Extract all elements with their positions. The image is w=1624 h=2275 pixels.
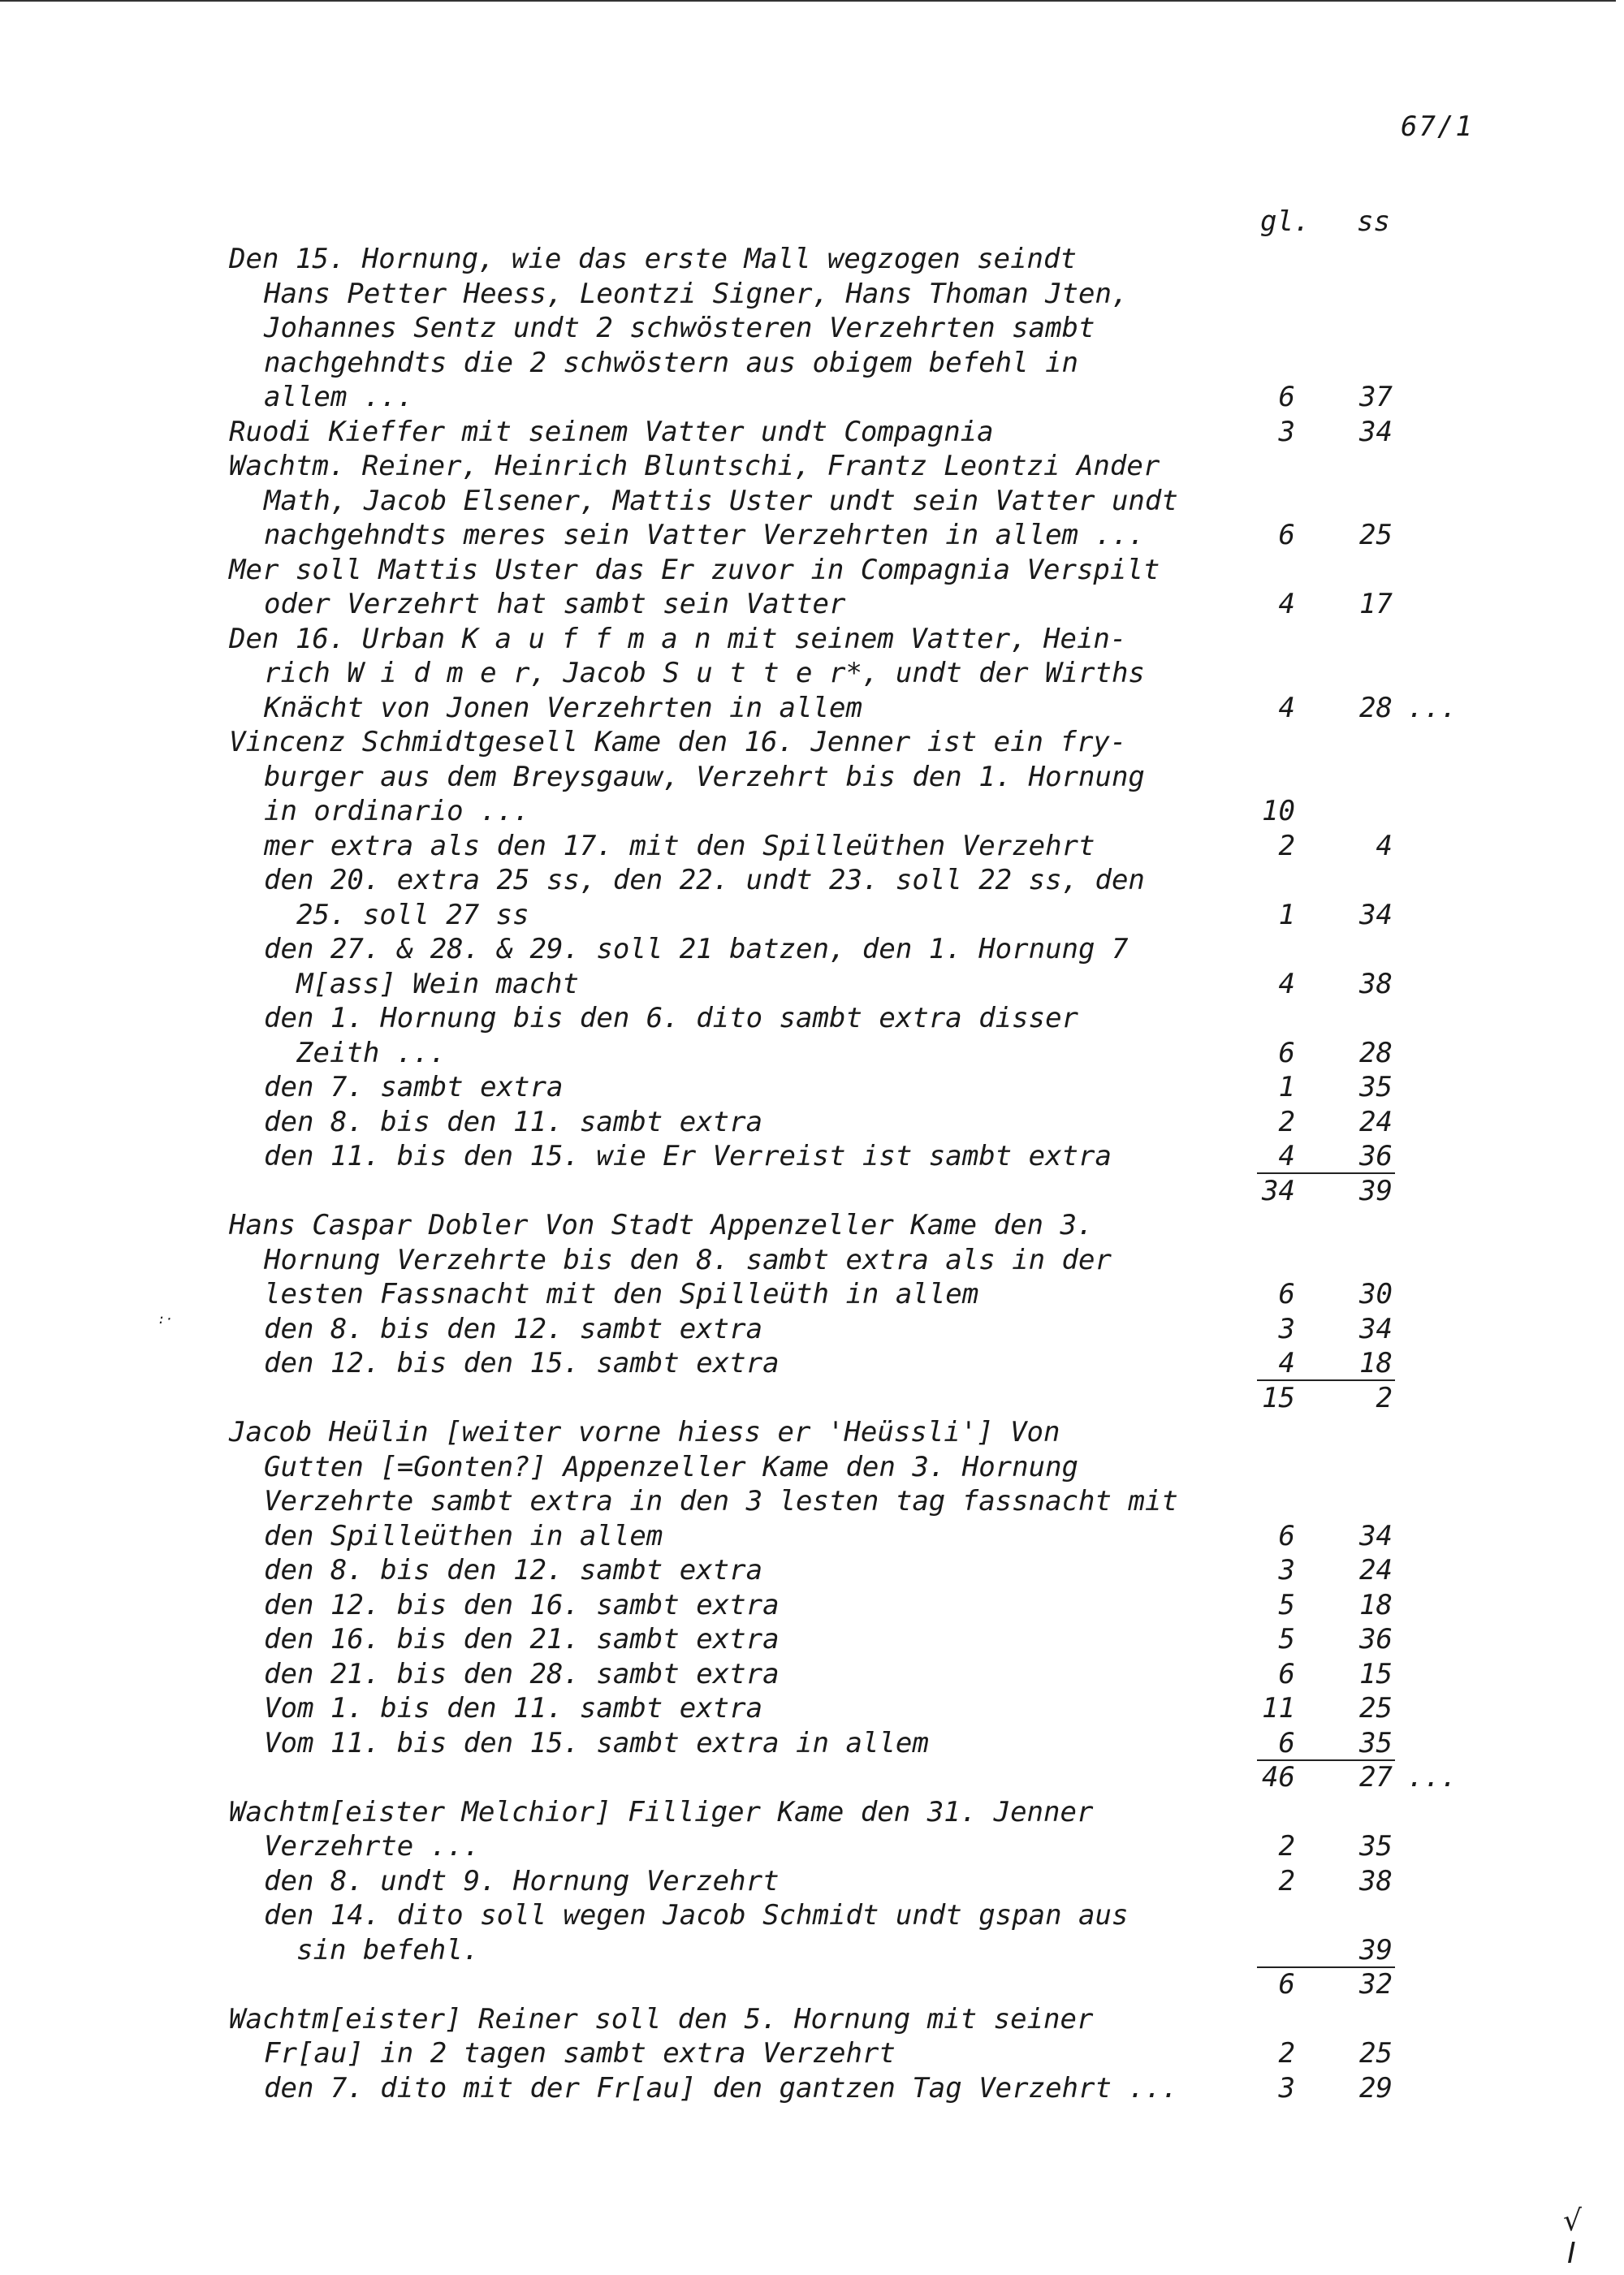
ledger-row [0,449,1462,484]
amount-gl: 3 [1278,2071,1295,2104]
ledger-row [0,1139,1462,1174]
ledger-row [0,2002,1462,2037]
ledger-text: den 7. sambt extra [264,1071,564,1103]
ledger-text: Den 15. Hornung, wie das erste Mall wegzogen seindt [229,243,1077,275]
ledger-text: sin befehl. [296,1933,480,1966]
amount-gl: 3 [1278,415,1295,448]
amount-ss: 35 [1359,1830,1393,1863]
amount-gl: 6 [1278,1036,1295,1069]
amount-ss: 25 [1359,519,1393,551]
ledger-text: nachgehndts die 2 schwöstern aus obigem befehl in [264,346,1079,379]
amount-gl: 4 [1278,1140,1295,1172]
ledger-text: Vincenz Schmidtgesell Kame den 16. Jenner ist ein fry- [229,726,1127,758]
amount-gl: 2 [1278,1864,1295,1897]
column-header-ss: ss [1357,205,1390,238]
ledger-text: M[ass] Wein macht [296,967,579,1000]
amount-ss: 37 [1359,381,1393,413]
amount-gl: 6 [1278,1657,1295,1690]
ledger-row [0,311,1462,346]
continuation-dots: ... [1407,691,1458,724]
ledger-text: Gutten [=Gonten?] Appenzeller Kame den 3. Hornung [264,1450,1079,1483]
amount-ss: 39 [1359,1174,1393,1207]
ledger-row [0,1829,1462,1864]
ledger-row [0,622,1462,657]
amount-gl: 2 [1278,1830,1295,1863]
ledger-text: Jacob Heülin [weiter vorne hiess er 'Heüssli'] Von [229,1416,1060,1448]
amount-ss: 34 [1359,1519,1393,1552]
page-number: 67/1 [1401,110,1474,143]
amount-ss: 29 [1359,2071,1393,2104]
ledger-row [0,1588,1462,1623]
amount-ss: 18 [1359,1347,1393,1379]
amount-gl: 6 [1278,1968,1295,2001]
check-mark: √ [1563,2204,1582,2238]
amount-gl: 2 [1278,2037,1295,2070]
amount-gl: 1 [1278,1071,1295,1103]
ledger-text: den 8. undt 9. Hornung Verzehrt [264,1864,780,1897]
ledger-row [0,1001,1462,1036]
amount-gl: 6 [1278,1726,1295,1759]
ledger-row [0,1036,1462,1071]
ledger-row [0,1657,1462,1692]
ledger-body [0,242,1462,2105]
amount-ss: 34 [1359,1312,1393,1345]
ledger-row [0,967,1462,1002]
ledger-row [0,2036,1462,2071]
ledger-text: den 14. dito soll wegen Jacob Schmidt undt gspan aus [264,1899,1129,1932]
ledger-row [0,518,1462,553]
amount-ss: 17 [1359,588,1393,620]
amount-ss: 30 [1359,1278,1393,1310]
amount-gl: 2 [1278,829,1295,862]
amount-ss: 25 [1359,2037,1393,2070]
amount-gl: 10 [1262,795,1295,827]
page-top-border [0,0,1616,2]
ledger-row [0,1277,1462,1312]
ledger-row [0,1760,1462,1795]
amount-ss: 39 [1359,1933,1393,1966]
ledger-text: Fr[au] in 2 tagen sambt extra Verzehrt [264,2037,896,2070]
amount-gl: 34 [1262,1174,1295,1207]
amount-ss: 32 [1359,1968,1393,2001]
ledger-text: oder Verzehrt hat sambt sein Vatter [264,588,846,620]
ledger-row [0,1553,1462,1588]
amount-ss: 36 [1359,1140,1393,1172]
ledger-row [0,1484,1462,1519]
ledger-text: allem ... [264,381,414,413]
ledger-text: Vom 11. bis den 15. sambt extra in allem [264,1726,929,1759]
amount-gl: 4 [1278,691,1295,724]
amount-ss: 24 [1359,1554,1393,1586]
ledger-row [0,1208,1462,1243]
ledger-text: burger aus dem Breysgauw, Verzehrt bis den 1. Hornung [264,760,1145,793]
ledger-row [0,829,1462,864]
ledger-row [0,1898,1462,1933]
amount-ss: 35 [1359,1071,1393,1103]
ledger-text: den 8. bis den 12. sambt extra [264,1554,763,1586]
ledger-row [0,1450,1462,1485]
amount-gl: 2 [1278,1105,1295,1138]
ledger-row [0,656,1462,691]
ledger-text: mer extra als den 17. mit den Spilleüthen Verzehrt [264,829,1095,862]
amount-gl: 4 [1278,967,1295,1000]
amount-ss: 28 [1359,1036,1393,1069]
ledger-text: den 7. dito mit der Fr[au] den gantzen Tag Verzehrt ... [264,2071,1178,2104]
ledger-text: Wachtm[eister Melchior] Filliger Kame den 31. Jenner [229,1795,1094,1828]
amount-gl: 15 [1262,1381,1295,1414]
ledger-text: rich W i d m e r, Jacob S u t t e r*, undt der Wirths [264,657,1145,689]
amount-gl: 1 [1278,898,1295,931]
ledger-text: den 8. bis den 11. sambt extra [264,1105,763,1138]
ledger-text: Mer soll Mattis Uster das Er zuvor in Compagnia Verspilt [229,553,1160,586]
ledger-text: den 21. bis den 28. sambt extra [264,1657,780,1690]
column-header-gl: gl. [1260,205,1311,238]
ledger-row [0,415,1462,450]
amount-gl: 6 [1278,1519,1295,1552]
amount-ss: 28 [1359,691,1393,724]
ledger-text: den 11. bis den 15. wie Er Verreist ist sambt extra [264,1140,1112,1172]
ledger-text: den Spilleüthen in allem [264,1519,663,1552]
amount-ss: 25 [1359,1692,1393,1725]
ledger-row [0,794,1462,829]
ledger-text: Zeith ... [296,1036,447,1069]
amount-gl: 4 [1278,588,1295,620]
amount-ss: 35 [1359,1726,1393,1759]
ledger-row [0,1933,1462,1968]
ledger-row [0,277,1462,312]
ledger-row [0,1070,1462,1105]
ledger-row [0,1415,1462,1450]
ledger-row [0,760,1462,795]
amount-gl: 5 [1278,1588,1295,1621]
amount-ss: 4 [1376,829,1393,862]
ledger-row [0,898,1462,933]
ledger-row [0,1312,1462,1347]
ledger-row [0,691,1462,726]
amount-ss: 38 [1359,967,1393,1000]
amount-gl: 11 [1262,1692,1295,1725]
ledger-text: Wachtm[eister] Reiner soll den 5. Hornung mit seiner [229,2002,1094,2035]
ledger-row [0,863,1462,898]
amount-ss: 24 [1359,1105,1393,1138]
ledger-row [0,932,1462,967]
ledger-row [0,242,1462,277]
ledger-row [0,1519,1462,1554]
ledger-text: Hornung Verzehrte bis den 8. sambt extra als in der [264,1243,1112,1276]
ledger-text: Verzehrte ... [264,1830,481,1863]
ledger-text: den 27. & 28. & 29. soll 21 batzen, den 1. Hornung 7 [264,933,1129,965]
amount-gl: 6 [1278,1278,1295,1310]
amount-ss: 27 [1359,1761,1393,1794]
ledger-text: Vom 1. bis den 11. sambt extra [264,1692,763,1725]
ledger-row [0,1691,1462,1726]
amount-ss: 15 [1359,1657,1393,1690]
ledger-text: lesten Fassnacht mit den Spilleüth in allem [264,1278,979,1310]
amount-ss: 38 [1359,1864,1393,1897]
ledger-row [0,1864,1462,1899]
ledger-text: in ordinario ... [264,795,530,827]
ledger-row [0,1174,1462,1209]
ledger-text: Den 16. Urban K a u f f m a n mit seinem Vatter, Hein- [229,622,1127,655]
amount-gl: 4 [1278,1347,1295,1379]
ledger-text: Johannes Sentz undt 2 schwösteren Verzehrten sambt [264,312,1095,344]
ledger-text: Wachtm. Reiner, Heinrich Bluntschi, Frantz Leontzi Ander [229,450,1160,482]
amount-ss: 34 [1359,898,1393,931]
amount-gl: 46 [1262,1761,1295,1794]
amount-gl: 6 [1278,381,1295,413]
ledger-row [0,1967,1462,2002]
ledger-row [0,725,1462,760]
ledger-text: Knächt von Jonen Verzehrten in allem [264,691,862,724]
ledger-text: Hans Caspar Dobler Von Stadt Appenzeller Kame den 3. [229,1209,1094,1241]
ledger-row [0,1105,1462,1140]
ledger-row [0,380,1462,415]
ledger-row [0,2071,1462,2106]
amount-ss: 2 [1376,1381,1393,1414]
ledger-text: den 20. extra 25 ss, den 22. undt 23. soll 22 ss, den [264,864,1145,896]
ledger-row [0,1795,1462,1830]
ledger-text: Hans Petter Heess, Leontzi Signer, Hans Thoman Jten, [264,277,1129,310]
ledger-text: Math, Jacob Elsener, Mattis Uster undt sein Vatter undt [264,484,1178,517]
ledger-row [0,553,1462,588]
ledger-text: den 8. bis den 12. sambt extra [264,1312,763,1345]
ledger-text: Verzehrte sambt extra in den 3 lesten tag fassnacht mit [264,1485,1178,1517]
ledger-row [0,1346,1462,1381]
amount-ss: 18 [1359,1588,1393,1621]
ledger-text: Ruodi Kieffer mit seinem Vatter undt Compagnia [229,415,994,448]
amount-gl: 3 [1278,1554,1295,1586]
continuation-dots: ... [1407,1761,1458,1794]
ledger-text: den 12. bis den 15. sambt extra [264,1347,780,1379]
ledger-text: nachgehndts meres sein Vatter Verzehrten in allem ... [264,519,1145,551]
ledger-text: den 12. bis den 16. sambt extra [264,1588,780,1621]
ledger-text: 25. soll 27 ss [296,898,529,931]
ledger-text: den 16. bis den 21. sambt extra [264,1623,780,1656]
check-mark-2: Ⅰ [1567,2237,1576,2270]
ledger-row [0,1381,1462,1416]
amount-gl: 5 [1278,1623,1295,1656]
ledger-row [0,346,1462,381]
ledger-text: den 1. Hornung bis den 6. dito sambt extra disser [264,1002,1079,1034]
amount-ss: 36 [1359,1623,1393,1656]
amount-gl: 3 [1278,1312,1295,1345]
margin-mark: :· [158,1311,174,1327]
ledger-row [0,1622,1462,1657]
ledger-row [0,587,1462,622]
amount-ss: 34 [1359,415,1393,448]
ledger-row [0,484,1462,519]
amount-gl: 6 [1278,519,1295,551]
ledger-row [0,1726,1462,1761]
ledger-row [0,1243,1462,1278]
